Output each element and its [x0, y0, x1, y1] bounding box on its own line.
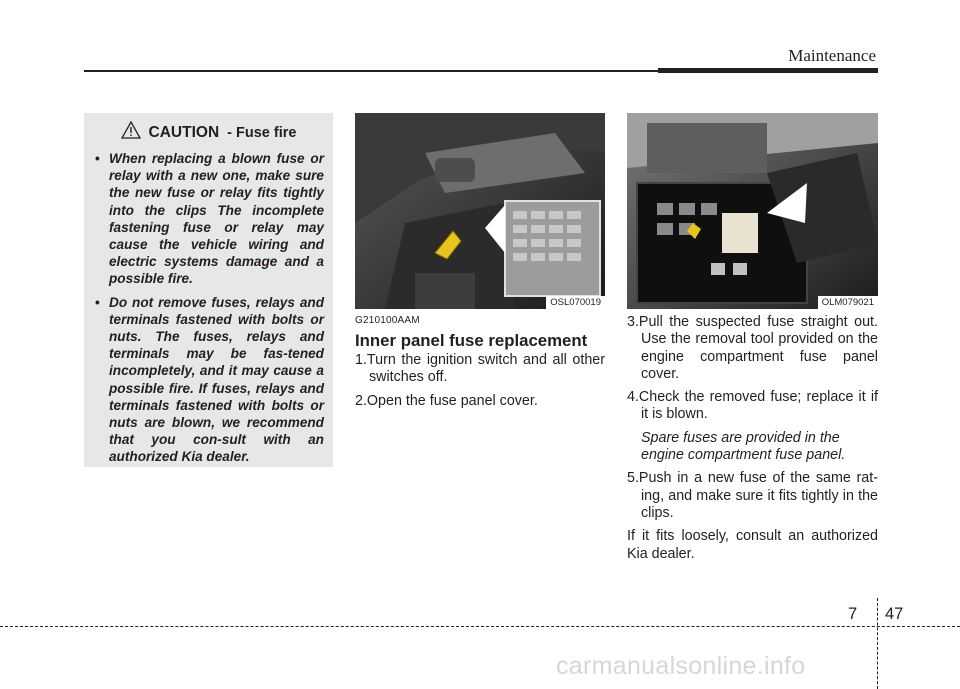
warning-triangle-icon	[121, 121, 141, 144]
photo-label-left: OSL070019	[546, 296, 605, 309]
page-number: 47	[885, 605, 904, 623]
section-code: G210100AAM	[355, 315, 420, 326]
caution-subject: - Fuse fire	[227, 124, 297, 141]
step-item: 5.Push in a new fuse of the same rat-ing, and make sure it fits tightly in the clips.	[627, 470, 878, 521]
engine-fuse-box-illustration	[627, 113, 878, 309]
caution-word: CAUTION	[148, 123, 220, 141]
steps-column-b	[627, 314, 878, 563]
inner-panel-photo	[355, 113, 605, 309]
watermark: carmanualsonline.info	[556, 652, 806, 680]
step-item: 4.Check the removed fuse; replace it if it is blown.	[627, 389, 878, 423]
caution-list	[93, 150, 324, 466]
header-rule-thick	[658, 68, 878, 73]
section-title: Inner panel fuse replacement	[355, 331, 588, 350]
dashboard-fuse-panel-illustration	[355, 113, 605, 309]
header-rule	[84, 70, 658, 72]
caution-box	[84, 113, 333, 467]
chapter-number: 7	[848, 605, 858, 623]
step-item: 3.Pull the suspected fuse straight out. Use the removal tool provided on the engine compartment fuse panel cover.	[627, 314, 878, 382]
step-item: 2.Open the fuse panel cover.	[355, 392, 538, 409]
caution-heading	[93, 121, 324, 144]
caution-item: • When replacing a blown fuse or relay with a new one, make sure the new fuse or relay fits tightly into the clips The incomplete fastening fuse or relay may cause the vehicle wiring and electric systems damage and a possible fire.	[93, 150, 324, 288]
photo-label-right: OLM079021	[818, 296, 878, 309]
engine-compartment-photo	[627, 113, 878, 309]
footer-rule	[0, 626, 960, 627]
step-item: 1.Turn the ignition switch and all other switches off.	[355, 352, 605, 386]
caution-item: • Do not remove fuses, relays and terminals fastened with bolts or nuts. The fuses, relays and terminals may be fas-tened incompletely, and it may cause a possible fire. If fuses, relays and terminals fastened with bolts or nuts are blown, we recommend that you con-sult with an authorized Kia dealer.	[93, 294, 324, 466]
running-header-title: Maintenance	[788, 46, 876, 65]
spare-fuse-note: Spare fuses are provided in the engine compartment fuse panel.	[641, 429, 846, 464]
footer-divider	[877, 598, 878, 689]
steps-column-a	[355, 352, 605, 416]
closing-text: If it fits loosely, consult an authorized Kia dealer.	[627, 528, 878, 562]
